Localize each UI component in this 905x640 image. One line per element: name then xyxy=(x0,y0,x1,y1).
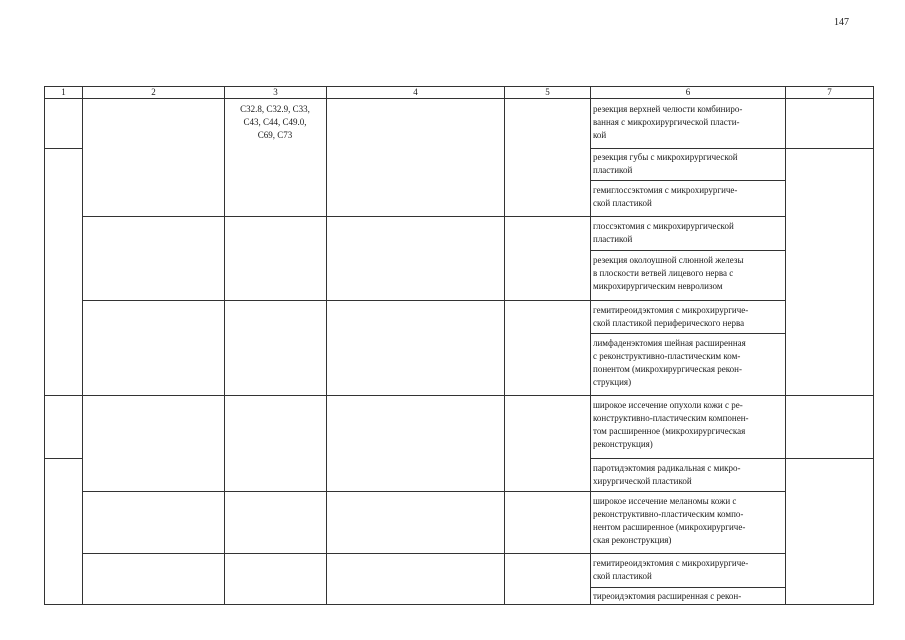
row-divider xyxy=(590,216,786,217)
row-divider xyxy=(590,300,786,301)
table-border xyxy=(44,86,45,605)
row-divider xyxy=(785,148,874,149)
column-divider xyxy=(590,86,591,605)
row-divider xyxy=(785,395,874,396)
page-number: 147 xyxy=(834,17,849,28)
table-border xyxy=(44,604,874,605)
table-border xyxy=(873,86,874,605)
procedure-text: резекция губы с микрохирургической пластикой xyxy=(593,152,738,175)
row-divider xyxy=(590,148,786,149)
row-divider xyxy=(82,216,591,217)
row-divider xyxy=(44,458,83,459)
procedure-text: гемиглоссэктомия с микрохирургиче- ской пластикой xyxy=(593,185,738,208)
procedure-text: глоссэктомия с микрохирургической пластикой xyxy=(593,221,734,244)
row-divider xyxy=(590,395,786,396)
row-divider xyxy=(590,250,786,251)
column-header: 1 xyxy=(61,87,66,97)
column-header: 2 xyxy=(151,87,156,97)
column-divider xyxy=(82,86,83,605)
column-header: 4 xyxy=(413,87,418,97)
procedure-text: тиреоидэктомия расширенная с рекон- xyxy=(593,591,742,601)
column-header: 5 xyxy=(545,87,550,97)
column-header: 3 xyxy=(273,87,278,97)
procedure-text: широкое иссечение опухоли кожи с ре- конструктивно-пластическим компонен- том расширенное (микрохирургическая реконструкция) xyxy=(593,400,749,449)
row-divider xyxy=(785,458,874,459)
row-divider xyxy=(590,587,786,588)
column-divider xyxy=(504,86,505,605)
column-header: 7 xyxy=(827,87,832,97)
column-divider xyxy=(785,86,786,605)
row-divider xyxy=(590,491,786,492)
procedure-text: гемитиреоидэктомия с микрохирургиче- ской пластикой периферического нерва xyxy=(593,305,749,328)
procedure-text: широкое иссечение меланомы кожи с реконструктивно-пластическим компо- нентом расширенное (микрохирургиче- ская реконструкция) xyxy=(593,496,746,545)
row-divider xyxy=(590,333,786,334)
procedure-text: лимфаденэктомия шейная расширенная с реконструктивно-пластическим ком- понентом (микрохирургическая рекон- струкция) xyxy=(593,338,746,387)
table-border xyxy=(44,98,874,99)
procedure-text: резекция верхней челюсти комбиниро- ванная с микрохирургической пласти- кой xyxy=(593,104,743,140)
row-divider xyxy=(82,300,591,301)
row-divider xyxy=(590,458,786,459)
column-header: 6 xyxy=(685,87,691,97)
row-divider xyxy=(82,395,591,396)
diagnosis-codes: C32.8, C32.9, C33, C43, C44, C49.0, C69, C73 xyxy=(240,104,310,140)
row-divider xyxy=(44,395,83,396)
procedure-text: паротидэктомия радикальная с микро- хирургической пластикой xyxy=(593,463,741,486)
row-divider xyxy=(590,180,786,181)
procedure-text: гемитиреоидэктомия с микрохирургиче- ской пластикой xyxy=(593,558,749,581)
procedure-text: резекция околоушной слюнной железы в плоскости ветвей лицевого нерва с микрохирургическим невролизом xyxy=(593,255,744,291)
row-divider xyxy=(590,553,786,554)
row-divider xyxy=(82,553,591,554)
column-divider xyxy=(224,86,225,605)
row-divider xyxy=(44,148,83,149)
row-divider xyxy=(82,491,591,492)
column-divider xyxy=(326,86,327,605)
